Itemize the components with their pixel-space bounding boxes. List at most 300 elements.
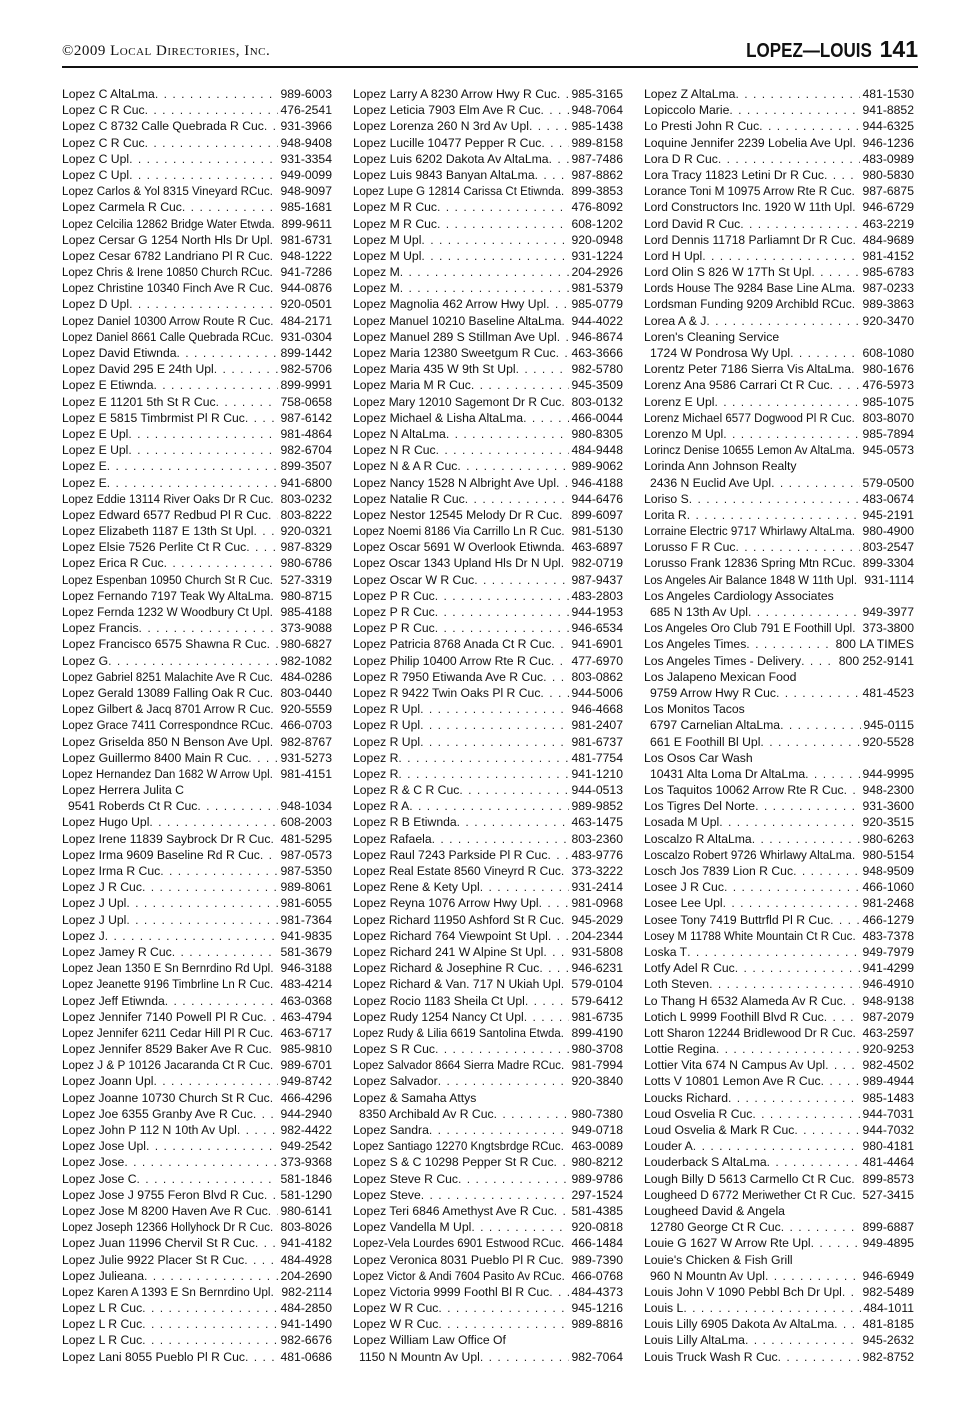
listing-entry bbox=[644, 1300, 914, 1316]
listing-phone: 982-5780 bbox=[571, 362, 623, 377]
listing-entry bbox=[62, 1073, 332, 1089]
listing-phone: 948-9509 bbox=[862, 864, 914, 878]
listing-phone: 989-7390 bbox=[571, 1252, 623, 1267]
listing-phone: 527-3415 bbox=[862, 1187, 914, 1202]
dot-leader bbox=[561, 394, 569, 410]
listing-name: Loska T bbox=[644, 944, 688, 959]
listing-name: Lopez Irene 11839 Saybrock Dr R Cuc bbox=[62, 831, 271, 846]
dot-leader bbox=[805, 766, 860, 782]
listing-entry bbox=[353, 1154, 623, 1170]
dot-leader bbox=[702, 248, 860, 264]
listing-phone: 941-1210 bbox=[571, 766, 623, 781]
dot-leader bbox=[270, 280, 279, 296]
listing-entry bbox=[644, 426, 914, 442]
listing-name: Lord David R Cuc bbox=[644, 216, 741, 231]
listing-name: Lord Constructors Inc. 1920 W 11th Upl bbox=[644, 200, 853, 215]
listing-phone: 941-6800 bbox=[280, 475, 332, 490]
listing-phone: 946-6231 bbox=[571, 961, 623, 976]
listing-name: Lorenz Ana 9586 Carrari Ct R Cuc bbox=[644, 378, 830, 393]
listing-column-1 bbox=[62, 86, 332, 1365]
listing-entry bbox=[644, 717, 914, 733]
listing-phone: 463-4794 bbox=[280, 1009, 332, 1024]
listing-name: Lopez P R Cuc bbox=[353, 588, 435, 603]
dot-leader bbox=[852, 183, 861, 199]
dot-leader bbox=[107, 458, 279, 474]
listing-name: Lord Olin S 826 W 17Th St Upl bbox=[644, 265, 812, 280]
listing-phone: 466-0768 bbox=[571, 1268, 623, 1283]
listing-name: Louis Lilly 6905 Dakota Av AltaLma bbox=[644, 1317, 835, 1332]
listing-name: Lopez G bbox=[62, 653, 109, 668]
dot-leader bbox=[458, 1171, 569, 1187]
listing-name: Lopez E Upl bbox=[62, 443, 129, 458]
listing-entry bbox=[644, 1187, 914, 1203]
dot-leader bbox=[124, 1154, 278, 1170]
listing-entry bbox=[353, 831, 623, 847]
listing-name: Lopez Joseph 12366 Hollyhock Dr R Cuc bbox=[62, 1220, 270, 1235]
listing-phone: 484-0286 bbox=[280, 669, 332, 684]
listing-entry bbox=[62, 232, 332, 248]
listing-name: Lopez Herrera Julita C bbox=[62, 783, 184, 798]
listing-entry bbox=[644, 216, 914, 232]
listing-name: Louie's Chicken & Fish Grill bbox=[644, 1252, 793, 1267]
listing-entry bbox=[62, 183, 332, 199]
listing-phone: 946-6949 bbox=[862, 1268, 914, 1283]
listing-name: Lorance Toni M 10975 Arrow Rte R Cuc bbox=[644, 184, 852, 199]
listing-phone: 204-2926 bbox=[571, 265, 623, 280]
listing-phone: 463-6897 bbox=[571, 540, 623, 555]
listing-entry bbox=[644, 1252, 914, 1268]
listing-phone: 981-0968 bbox=[571, 896, 623, 911]
listing-phone: 982-4422 bbox=[280, 1123, 332, 1137]
listing-name: Lopez Santiago 12270 Kngtsbrdge RCuc bbox=[353, 1139, 561, 1154]
listing-phone: 944-9995 bbox=[862, 766, 914, 781]
listing-name: Lopez L R Cuc bbox=[62, 1333, 143, 1348]
dot-leader bbox=[177, 345, 279, 361]
listing-name: Lopez Elizabeth 1187 E 13th St Upl bbox=[62, 524, 254, 539]
listing-name: Lopez M bbox=[353, 281, 400, 296]
listing-name: 12780 George Ct R Cuc bbox=[650, 1220, 781, 1235]
dot-leader bbox=[687, 507, 861, 523]
listing-phone: 989-9062 bbox=[571, 459, 623, 474]
listing-entry bbox=[62, 248, 332, 264]
listing-name: Lopez Oscar 1343 Upland Hls Dr N Upl bbox=[353, 556, 561, 571]
listing-phone: 481-7754 bbox=[571, 750, 623, 765]
listing-entry bbox=[353, 507, 623, 523]
listing-phone: 920-5528 bbox=[862, 734, 914, 749]
listing-name: Louis L bbox=[644, 1301, 684, 1316]
dot-leader bbox=[776, 685, 861, 701]
dot-leader bbox=[129, 151, 278, 167]
listing-name: Lopez N AltaLma bbox=[353, 426, 446, 441]
listing-entry bbox=[644, 1171, 914, 1187]
listing-entry bbox=[644, 248, 914, 264]
listing-name: Lopez J bbox=[62, 928, 105, 943]
listing-phone: 899-1442 bbox=[280, 346, 332, 360]
listing-name: Lora Tracy 11823 Letini Dr R Cuc bbox=[644, 167, 824, 182]
listing-entry bbox=[62, 1284, 332, 1300]
dot-leader bbox=[771, 475, 860, 491]
listing-entry bbox=[62, 296, 332, 312]
listing-name: Lopez Lupe G 12814 Carissa Ct Etiwnda bbox=[353, 184, 561, 199]
listing-phone: 946-1236 bbox=[862, 135, 914, 150]
listing-phone: 941-9835 bbox=[280, 928, 332, 943]
dot-leader bbox=[153, 377, 278, 393]
listing-entry bbox=[353, 232, 623, 248]
listing-phone: 982-8767 bbox=[280, 734, 332, 749]
listing-phone: 484-1011 bbox=[863, 1301, 914, 1316]
dot-leader bbox=[825, 1057, 860, 1073]
listing-entry bbox=[644, 523, 914, 539]
listing-phone: 989-8158 bbox=[571, 135, 623, 150]
listing-name: 2436 N Euclid Ave Upl bbox=[650, 475, 772, 490]
listing-name: Lopez Elsie 7526 Perlite Ct R Cuc bbox=[62, 540, 247, 555]
listing-name: Lopez M R Cuc bbox=[353, 200, 437, 215]
listing-entry bbox=[644, 442, 914, 458]
copyright-notice: ©2009 Local Directories, Inc. bbox=[62, 43, 271, 59]
listing-phone: 989-4944 bbox=[862, 1074, 914, 1089]
listing-entry bbox=[62, 685, 332, 701]
listing-name: Lopez Lucille 10477 Pepper R Cuc bbox=[353, 135, 542, 150]
listing-phone: 946-8674 bbox=[571, 329, 623, 344]
dot-leader bbox=[794, 1122, 860, 1138]
dot-leader bbox=[165, 993, 279, 1009]
listing-phone: 945-2029 bbox=[571, 912, 623, 927]
listing-name: Losee J R Cuc bbox=[644, 880, 724, 895]
dot-leader bbox=[437, 216, 569, 232]
listing-phone: 483-0989 bbox=[862, 151, 914, 166]
page-header bbox=[62, 30, 918, 68]
listing-name: Lopez Jeanette 9196 Timbrline Ln R Cuc bbox=[62, 977, 270, 992]
listing-name: Lopez Maria M R Cuc bbox=[353, 378, 471, 393]
listing-phone: 985-1438 bbox=[571, 119, 623, 134]
listing-phone: 579-6412 bbox=[571, 993, 623, 1008]
dot-leader bbox=[557, 329, 570, 345]
listing-phone: 899-3507 bbox=[280, 459, 332, 474]
listing-name: Lopez Fernda 1232 W Woodbury Ct Upl bbox=[62, 605, 270, 619]
listing-name: Lordsman Funding 9209 Archibld RCuc bbox=[644, 297, 852, 312]
dot-leader bbox=[790, 345, 860, 361]
listing-entry bbox=[62, 1122, 332, 1138]
listing-phone: 481-1530 bbox=[862, 87, 914, 101]
dot-leader bbox=[164, 555, 279, 571]
listing-entry bbox=[644, 1235, 914, 1251]
listing-phone: 463-2597 bbox=[862, 1025, 914, 1040]
listing-phone: 987-6142 bbox=[280, 410, 332, 425]
dot-leader bbox=[852, 847, 861, 863]
listing-name: Losey M 11788 White Mountain Ct R Cuc bbox=[644, 928, 853, 943]
listing-phone: 945-2191 bbox=[862, 507, 914, 522]
listing-name: Lopez Oscar 5691 W Overlook Etiwnda bbox=[353, 540, 562, 555]
listing-phone: 483-9776 bbox=[571, 847, 623, 862]
listing-name: Louis John V 1090 Pebbl Bch Dr Upl bbox=[644, 1284, 842, 1299]
listing-phone: 946-4668 bbox=[571, 702, 623, 717]
dot-leader bbox=[139, 620, 279, 636]
listing-phone: 944-4022 bbox=[571, 313, 623, 328]
dot-leader bbox=[523, 410, 569, 426]
listing-name: Lopez Natalie R Cuc bbox=[353, 491, 465, 506]
listing-entry bbox=[644, 604, 914, 620]
listing-entry bbox=[353, 523, 623, 539]
listing-phone: 985-3165 bbox=[571, 87, 623, 101]
listing-entry bbox=[62, 1057, 332, 1073]
listing-phone: 758-0658 bbox=[280, 394, 332, 409]
listing-entry bbox=[353, 280, 623, 296]
dot-leader bbox=[851, 361, 860, 377]
listing-entry bbox=[644, 361, 914, 377]
listing-entry bbox=[353, 555, 623, 571]
listing-name: 1150 N Mountn Av Upl bbox=[359, 1349, 480, 1364]
listing-name: Lopez M R Cuc bbox=[353, 216, 437, 231]
listing-entry bbox=[62, 750, 332, 766]
listing-name: Lopez J Upl bbox=[62, 896, 127, 911]
listing-entry bbox=[62, 1090, 332, 1106]
listing-phone: 948-1222 bbox=[280, 248, 332, 263]
listing-name: Lopez S & C 10298 Pepper St R Cuc bbox=[353, 1155, 554, 1170]
listing-name: Lopez Erica R Cuc bbox=[62, 556, 164, 571]
listing-name: Lopez S R Cuc bbox=[353, 1042, 435, 1057]
listing-entry bbox=[644, 264, 914, 280]
listing-name: Louie G 1627 W Arrow Rte Upl bbox=[644, 1236, 811, 1251]
listing-name: Lora D R Cuc bbox=[644, 151, 718, 166]
listing-entry bbox=[644, 782, 914, 798]
listing-phone: 476-5973 bbox=[862, 378, 914, 393]
dot-leader bbox=[128, 442, 278, 458]
listing-entry bbox=[644, 151, 914, 167]
listing-entry bbox=[644, 944, 914, 960]
listing-name: Lopez Joanne 10730 Church St R Cuc bbox=[62, 1090, 270, 1105]
listing-phone: 985-6783 bbox=[862, 265, 914, 280]
dot-leader bbox=[270, 669, 279, 685]
listing-name: 9759 Arrow Hwy R Cuc bbox=[650, 685, 776, 700]
listing-entry bbox=[644, 636, 914, 652]
dot-leader bbox=[270, 1090, 279, 1106]
listing-phone: 579-0104 bbox=[571, 977, 623, 992]
listing-name: Lords House The 9284 Base Line ALma bbox=[644, 281, 852, 296]
listing-entry bbox=[353, 442, 623, 458]
listing-phone: 527-3319 bbox=[280, 572, 332, 587]
listing-entry bbox=[62, 895, 332, 911]
dot-leader bbox=[474, 572, 569, 588]
listing-entry bbox=[62, 1349, 332, 1365]
listing-phone: 800 252-9141 bbox=[838, 653, 914, 668]
dot-leader bbox=[552, 636, 570, 652]
listing-name: Lopez Mary 12010 Sagemont Dr R Cuc bbox=[353, 394, 562, 409]
listing-name: Lopez Joann Upl bbox=[62, 1074, 154, 1089]
listing-phone: 920-3840 bbox=[571, 1074, 623, 1089]
listing-entry bbox=[644, 912, 914, 928]
listing-phone: 297-1524 bbox=[571, 1187, 623, 1202]
listing-phone: 944-2940 bbox=[280, 1106, 332, 1121]
dot-leader bbox=[145, 102, 279, 118]
dot-leader bbox=[811, 1235, 861, 1251]
listing-phone: 985-4188 bbox=[280, 605, 332, 619]
listing-name: Lopez E Upl bbox=[62, 426, 129, 441]
listing-entry bbox=[644, 1154, 914, 1170]
listing-entry bbox=[353, 1171, 623, 1187]
listing-entry bbox=[353, 653, 623, 669]
listing-phone: 803-8222 bbox=[280, 507, 332, 522]
listing-name: Los Taquitos 10062 Arrow Rte R Cuc bbox=[644, 783, 844, 798]
listing-entry bbox=[62, 118, 332, 134]
dot-leader bbox=[182, 199, 279, 215]
listing-phone: 945-0115 bbox=[863, 718, 914, 733]
listing-entry bbox=[644, 588, 914, 604]
dot-leader bbox=[438, 1316, 569, 1332]
listing-entry bbox=[353, 879, 623, 895]
listing-name: Lopez Reyna 1076 Arrow Hwy Upl bbox=[353, 896, 539, 911]
listing-name: Lopez Sandra bbox=[353, 1123, 429, 1137]
listing-entry bbox=[62, 863, 332, 879]
listing-name: Lopez Salvador bbox=[353, 1074, 438, 1089]
listing-phone: 484-2850 bbox=[280, 1301, 332, 1316]
listing-phone: 466-1279 bbox=[862, 912, 914, 927]
dot-leader bbox=[420, 734, 569, 750]
listing-name: Lopez W R Cuc bbox=[353, 1301, 439, 1316]
listing-entry bbox=[644, 1090, 914, 1106]
listing-name: Lopez C Upl bbox=[62, 167, 130, 182]
listing-name: Lopez C AltaLma bbox=[62, 87, 155, 101]
listing-phone: 608-1080 bbox=[862, 346, 914, 360]
listing-phone: 608-2003 bbox=[280, 815, 332, 830]
listing-phone: 980-4900 bbox=[862, 524, 914, 539]
dot-leader bbox=[830, 377, 861, 393]
listing-entry bbox=[644, 879, 914, 895]
listing-entry bbox=[353, 1203, 623, 1219]
listing-phone: 803-0132 bbox=[571, 394, 623, 409]
listing-name: Lopez W R Cuc bbox=[353, 1317, 439, 1332]
listing-phone: 931-1114 bbox=[864, 572, 914, 587]
listing-name: Lougheed David & Angela bbox=[644, 1203, 785, 1218]
listing-name: Lopez R A bbox=[353, 799, 410, 814]
listing-phone: 581-4385 bbox=[571, 1203, 623, 1218]
listing-phone: 980-6786 bbox=[280, 556, 332, 571]
listing-phone: 980-1676 bbox=[862, 362, 914, 377]
listing-phone: 981-6735 bbox=[571, 1009, 623, 1024]
dot-leader bbox=[129, 167, 278, 183]
dot-leader bbox=[429, 1122, 570, 1138]
dot-leader bbox=[687, 944, 860, 960]
listing-name: Lopez Victoria 9999 Foothl Bl R Cuc bbox=[353, 1284, 550, 1299]
listing-name: Lopez Carmela R Cuc bbox=[62, 200, 182, 215]
dot-leader bbox=[457, 814, 570, 830]
listing-phone: 948-9408 bbox=[280, 135, 332, 150]
listing-name: Lopez R bbox=[353, 750, 399, 765]
dot-leader bbox=[781, 1219, 861, 1235]
listing-entry bbox=[353, 1073, 623, 1089]
listing-name: Lopez C R Cuc bbox=[62, 103, 145, 118]
listing-phone: 920-3470 bbox=[862, 313, 914, 328]
listing-entry bbox=[353, 1349, 623, 1365]
listing-name: Lopez C R Cuc bbox=[62, 135, 145, 150]
listing-entry bbox=[644, 313, 914, 329]
listing-entry bbox=[62, 669, 332, 685]
listing-column-2 bbox=[353, 86, 623, 1365]
dot-leader bbox=[267, 636, 279, 652]
dot-leader bbox=[268, 1041, 278, 1057]
listing-phone: 981-6731 bbox=[280, 232, 332, 247]
listing-name: Lopez Cesar 6782 Landriano Pl R Cuc bbox=[62, 248, 270, 263]
dot-leader bbox=[270, 701, 278, 717]
listing-name: Lougheed D 6772 Meriwether Ct R Cuc bbox=[644, 1187, 853, 1202]
listing-phone: 931-3354 bbox=[280, 151, 332, 166]
listing-name: Lopez Noemi 8186 Via Carrillo Ln R Cuc bbox=[353, 524, 562, 539]
dot-leader bbox=[270, 685, 279, 701]
listing-entry bbox=[644, 1057, 914, 1073]
listing-entry bbox=[62, 313, 332, 329]
dot-leader bbox=[539, 960, 569, 976]
listing-name: Lopez Maria 435 W 9th St Upl bbox=[353, 362, 516, 377]
listing-entry bbox=[353, 118, 623, 134]
dot-leader bbox=[446, 426, 570, 442]
listing-phone: 949-8742 bbox=[280, 1074, 332, 1089]
listing-entry bbox=[353, 216, 623, 232]
listing-name: Los Osos Car Wash bbox=[644, 750, 753, 765]
listing-phone: 899-3853 bbox=[571, 184, 623, 199]
dot-leader bbox=[465, 491, 570, 507]
listing-name: Lopez Julie 9922 Placer St R Cuc bbox=[62, 1252, 245, 1267]
listing-phone: 466-1484 bbox=[571, 1236, 623, 1251]
listing-entry bbox=[62, 507, 332, 523]
listing-phone: 931-3966 bbox=[280, 119, 332, 134]
listing-entry bbox=[62, 831, 332, 847]
listing-entry bbox=[353, 636, 623, 652]
listing-entry bbox=[62, 798, 332, 814]
listing-name: 10431 Alta Loma Dr AltaLma bbox=[650, 766, 806, 781]
listing-name: Lopez N R Cuc bbox=[353, 443, 436, 458]
listing-phone: 463-6717 bbox=[280, 1025, 332, 1040]
listing-entry bbox=[62, 960, 332, 976]
listing-entry bbox=[353, 410, 623, 426]
listing-name: Lopez Luis 6202 Dakota Av AltaLma bbox=[353, 151, 549, 166]
listing-phone: 980-6263 bbox=[862, 831, 914, 846]
listing-entry bbox=[644, 976, 914, 992]
listing-phone: 944-7031 bbox=[862, 1106, 914, 1121]
dot-leader bbox=[852, 410, 861, 426]
dot-leader bbox=[270, 960, 278, 976]
listing-name: Losada M Upl bbox=[644, 815, 720, 830]
listing-phone: 608-1202 bbox=[571, 216, 623, 231]
dot-leader bbox=[718, 151, 861, 167]
dot-leader bbox=[459, 782, 569, 798]
dot-leader bbox=[716, 1041, 861, 1057]
listing-phone: 989-9852 bbox=[571, 799, 623, 814]
listing-name: Lopez R bbox=[353, 766, 399, 781]
listing-phone: 484-9689 bbox=[862, 232, 914, 247]
dot-leader bbox=[471, 1219, 569, 1235]
listing-name: Lo Presti John R Cuc bbox=[644, 119, 760, 134]
dot-leader bbox=[561, 863, 570, 879]
listing-entry bbox=[644, 1122, 914, 1138]
listing-entry bbox=[353, 1332, 623, 1348]
dot-leader bbox=[852, 199, 860, 215]
listing-entry bbox=[353, 1106, 623, 1122]
listing-phone: 476-8092 bbox=[571, 200, 623, 215]
dot-leader bbox=[494, 1106, 570, 1122]
listing-phone: 980-5154 bbox=[862, 847, 914, 862]
dot-leader bbox=[541, 135, 569, 151]
listing-name: Lopez R Upl bbox=[353, 734, 421, 749]
listing-name: Lorenz Michael 6577 Dogwood Pl R Cuc bbox=[644, 410, 852, 425]
dot-leader bbox=[144, 1268, 278, 1284]
listing-entry bbox=[353, 1219, 623, 1235]
dot-leader bbox=[844, 782, 861, 798]
listing-entry bbox=[62, 1171, 332, 1187]
listing-entry bbox=[353, 296, 623, 312]
listing-phone: 985-9810 bbox=[280, 1042, 332, 1057]
listing-entry bbox=[644, 118, 914, 134]
listing-phone: 204-2344 bbox=[571, 928, 623, 943]
dot-leader bbox=[830, 912, 860, 928]
